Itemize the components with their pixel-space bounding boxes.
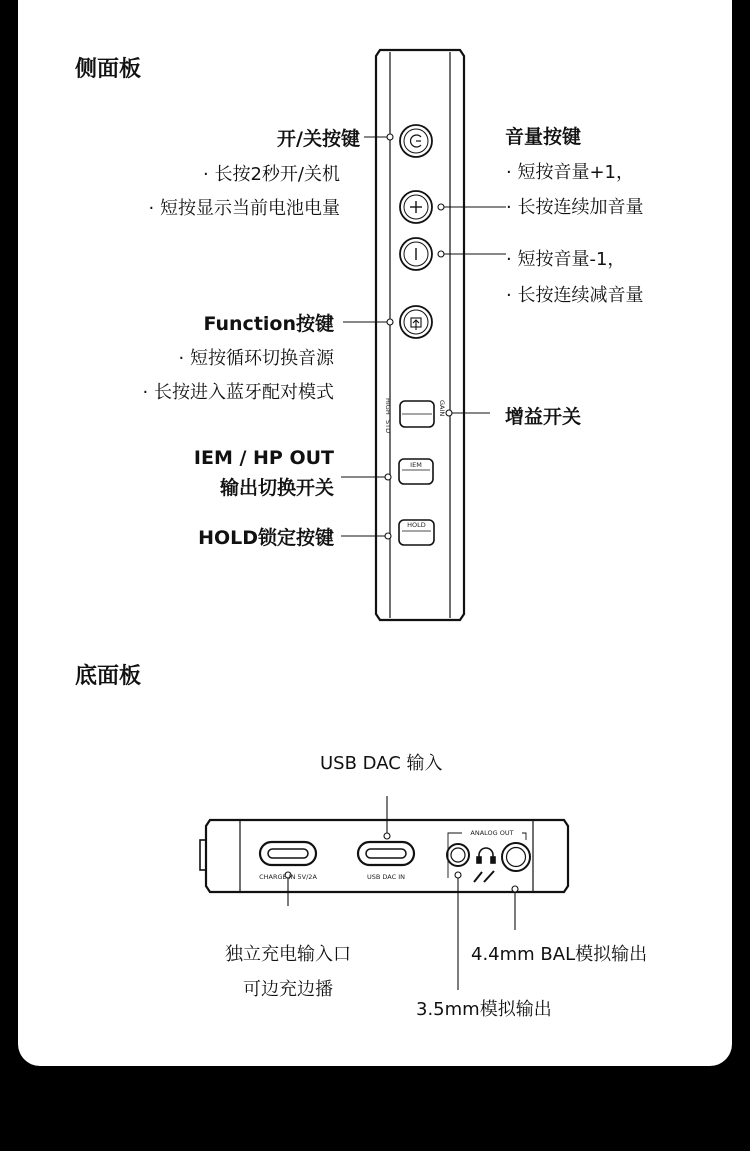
- function-label: Function按键: [203, 313, 334, 335]
- gain-gain-text: GAIN: [438, 400, 446, 417]
- plus-icon: [410, 201, 422, 213]
- bal-label: 4.4mm BAL模拟输出: [471, 944, 648, 965]
- function-button: [400, 306, 432, 338]
- charge-label-2: 可边充边播: [243, 979, 333, 1000]
- function-desc-1: · 短按循环切换音源: [178, 348, 334, 369]
- headphone-icon: [474, 848, 495, 882]
- power-label: 开/关按键: [277, 128, 360, 150]
- volume-minus-desc-2: · 长按连续减音量: [506, 285, 644, 306]
- volume-label: 音量按键: [505, 126, 582, 148]
- volume-plus-button: [400, 191, 432, 223]
- usb-port-text: USB DAC IN: [366, 873, 406, 881]
- function-icon: [411, 318, 421, 330]
- usb-dac-port: [358, 842, 414, 865]
- power-desc-1: · 长按2秒开/关机: [203, 164, 340, 185]
- usb-dac-label: USB DAC 输入: [320, 753, 443, 774]
- function-desc-2: · 长按进入蓝牙配对模式: [142, 382, 334, 403]
- charge-label-1: 独立充电输入口: [225, 944, 351, 965]
- hold-switch-text: HOLD: [407, 521, 426, 529]
- power-desc-2: · 短按显示当前电池电量: [148, 198, 340, 219]
- se-label: 3.5mm模拟输出: [416, 999, 552, 1020]
- iem-label-1: IEM / HP OUT: [193, 447, 334, 469]
- charge-port-text: CHARGE IN 5V/2A: [259, 873, 317, 881]
- side-panel-title: 侧面板: [75, 57, 142, 82]
- gain-high-text: HIGH: [384, 398, 392, 415]
- volume-minus-desc-1: · 短按音量-1，: [506, 249, 626, 270]
- power-button: [400, 125, 432, 157]
- jack-3-5mm: [447, 844, 469, 866]
- gain-std-text: STD: [384, 420, 392, 434]
- analog-out-text: ANALOG OUT: [470, 829, 514, 837]
- hold-label: HOLD锁定按键: [198, 527, 334, 549]
- volume-plus-desc-2: · 长按连续加音量: [506, 197, 644, 218]
- charge-port: [260, 842, 316, 865]
- card: [18, 0, 732, 1066]
- bottom-panel-title: 底面板: [75, 664, 142, 689]
- volume-plus-desc-1: · 短按音量+1，: [506, 162, 634, 183]
- iem-label-2: 输出切换开关: [219, 477, 334, 499]
- iem-switch-text: IEM: [410, 461, 422, 469]
- gain-label: 增益开关: [505, 406, 582, 428]
- power-icon: [411, 135, 421, 147]
- volume-minus-button: [400, 238, 432, 270]
- gain-switch: [400, 401, 434, 427]
- jack-4-4mm: [502, 843, 530, 871]
